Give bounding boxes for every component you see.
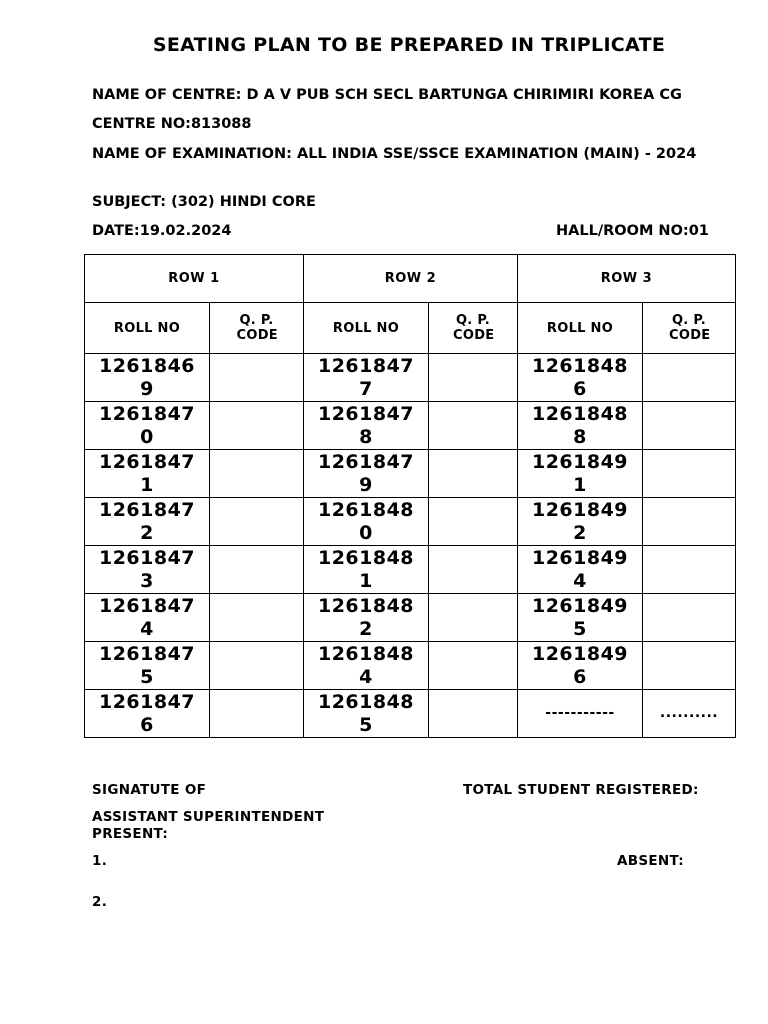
roll-number: 12618479	[317, 450, 415, 496]
qp-code-cell	[643, 546, 736, 594]
qp-code-header: Q. P. CODE	[669, 313, 711, 343]
assistant-superintendent-label: ASSISTANT SUPERINTENDENT	[92, 809, 325, 825]
page-title: SEATING PLAN TO BE PREPARED IN TRIPLICATE	[152, 34, 666, 56]
centre-name: NAME OF CENTRE: D A V PUB SCH SECL BARTUNGA CHIRIMIRI KOREA CG	[92, 87, 682, 103]
qp-code-cell	[429, 450, 518, 498]
qp-code-header: Q. P. CODE	[453, 313, 495, 343]
roll-number: 12618485	[317, 690, 415, 736]
total-registered-label: TOTAL STUDENT REGISTERED:	[463, 782, 699, 798]
hall-room-number: HALL/ROOM NO:01	[556, 223, 709, 239]
roll-number: 12618474	[98, 594, 196, 640]
signature-of-label: SIGNATUTE OF	[92, 782, 207, 798]
qp-code-cell	[643, 642, 736, 690]
roll-number: 12618486	[531, 354, 629, 400]
table-row	[85, 450, 736, 498]
roll-number: 12618472	[98, 498, 196, 544]
table-row-header	[85, 255, 736, 303]
signature-line-2: 2.	[92, 894, 108, 910]
qp-code-cell	[210, 450, 304, 498]
roll-number: 12618491	[531, 450, 629, 496]
absent-label: ABSENT:	[617, 853, 684, 869]
examination-name: NAME OF EXAMINATION: ALL INDIA SSE/SSCE EXAMINATION (MAIN) - 2024	[92, 146, 697, 162]
qp-code-cell	[429, 546, 518, 594]
qp-code-cell	[429, 594, 518, 642]
empty-qp-placeholder: ..........	[643, 690, 736, 738]
qp-code-cell	[210, 498, 304, 546]
roll-number: 12618488	[531, 402, 629, 448]
roll-number: 12618470	[98, 402, 196, 448]
present-label: PRESENT:	[92, 826, 169, 842]
qp-code-cell	[643, 594, 736, 642]
roll-number: 12618473	[98, 546, 196, 592]
qp-code-cell	[210, 354, 304, 402]
qp-code-cell	[643, 354, 736, 402]
roll-number: 12618476	[98, 690, 196, 736]
roll-number: 12618481	[317, 546, 415, 592]
qp-code-cell	[429, 498, 518, 546]
table-row	[85, 690, 736, 738]
roll-number: 12618471	[98, 450, 196, 496]
subject: SUBJECT: (302) HINDI CORE	[92, 194, 316, 210]
row-3-header: ROW 3	[518, 255, 736, 303]
roll-number: 12618469	[98, 354, 196, 400]
qp-code-cell	[643, 498, 736, 546]
table-row	[85, 354, 736, 402]
table-column-header	[85, 303, 736, 354]
roll-number: 12618478	[317, 402, 415, 448]
row-2-header: ROW 2	[304, 255, 518, 303]
centre-number: CENTRE NO:813088	[92, 116, 252, 132]
qp-code-cell	[210, 402, 304, 450]
qp-code-cell	[429, 402, 518, 450]
table-row	[85, 594, 736, 642]
table-row	[85, 642, 736, 690]
roll-no-header: ROLL NO	[304, 303, 429, 354]
qp-code-cell	[429, 690, 518, 738]
qp-code-cell	[210, 546, 304, 594]
roll-no-header: ROLL NO	[85, 303, 210, 354]
empty-roll-placeholder: -----------	[518, 690, 643, 738]
roll-number: 12618494	[531, 546, 629, 592]
qp-code-cell	[210, 594, 304, 642]
qp-code-cell	[429, 354, 518, 402]
roll-number: 12618495	[531, 594, 629, 640]
signature-line-1: 1.	[92, 853, 108, 869]
roll-number: 12618482	[317, 594, 415, 640]
seating-table	[84, 254, 736, 738]
roll-number: 12618480	[317, 498, 415, 544]
table-row	[85, 498, 736, 546]
qp-code-cell	[429, 642, 518, 690]
qp-code-cell	[643, 402, 736, 450]
roll-number: 12618475	[98, 642, 196, 688]
exam-date: DATE:19.02.2024	[92, 223, 232, 239]
roll-no-header: ROLL NO	[518, 303, 643, 354]
qp-code-cell	[210, 642, 304, 690]
roll-number: 12618496	[531, 642, 629, 688]
row-1-header: ROW 1	[85, 255, 304, 303]
roll-number: 12618492	[531, 498, 629, 544]
table-row	[85, 402, 736, 450]
qp-code-header: Q. P. CODE	[236, 313, 278, 343]
table-row	[85, 546, 736, 594]
qp-code-cell	[643, 450, 736, 498]
roll-number: 12618477	[317, 354, 415, 400]
qp-code-cell	[210, 690, 304, 738]
roll-number: 12618484	[317, 642, 415, 688]
